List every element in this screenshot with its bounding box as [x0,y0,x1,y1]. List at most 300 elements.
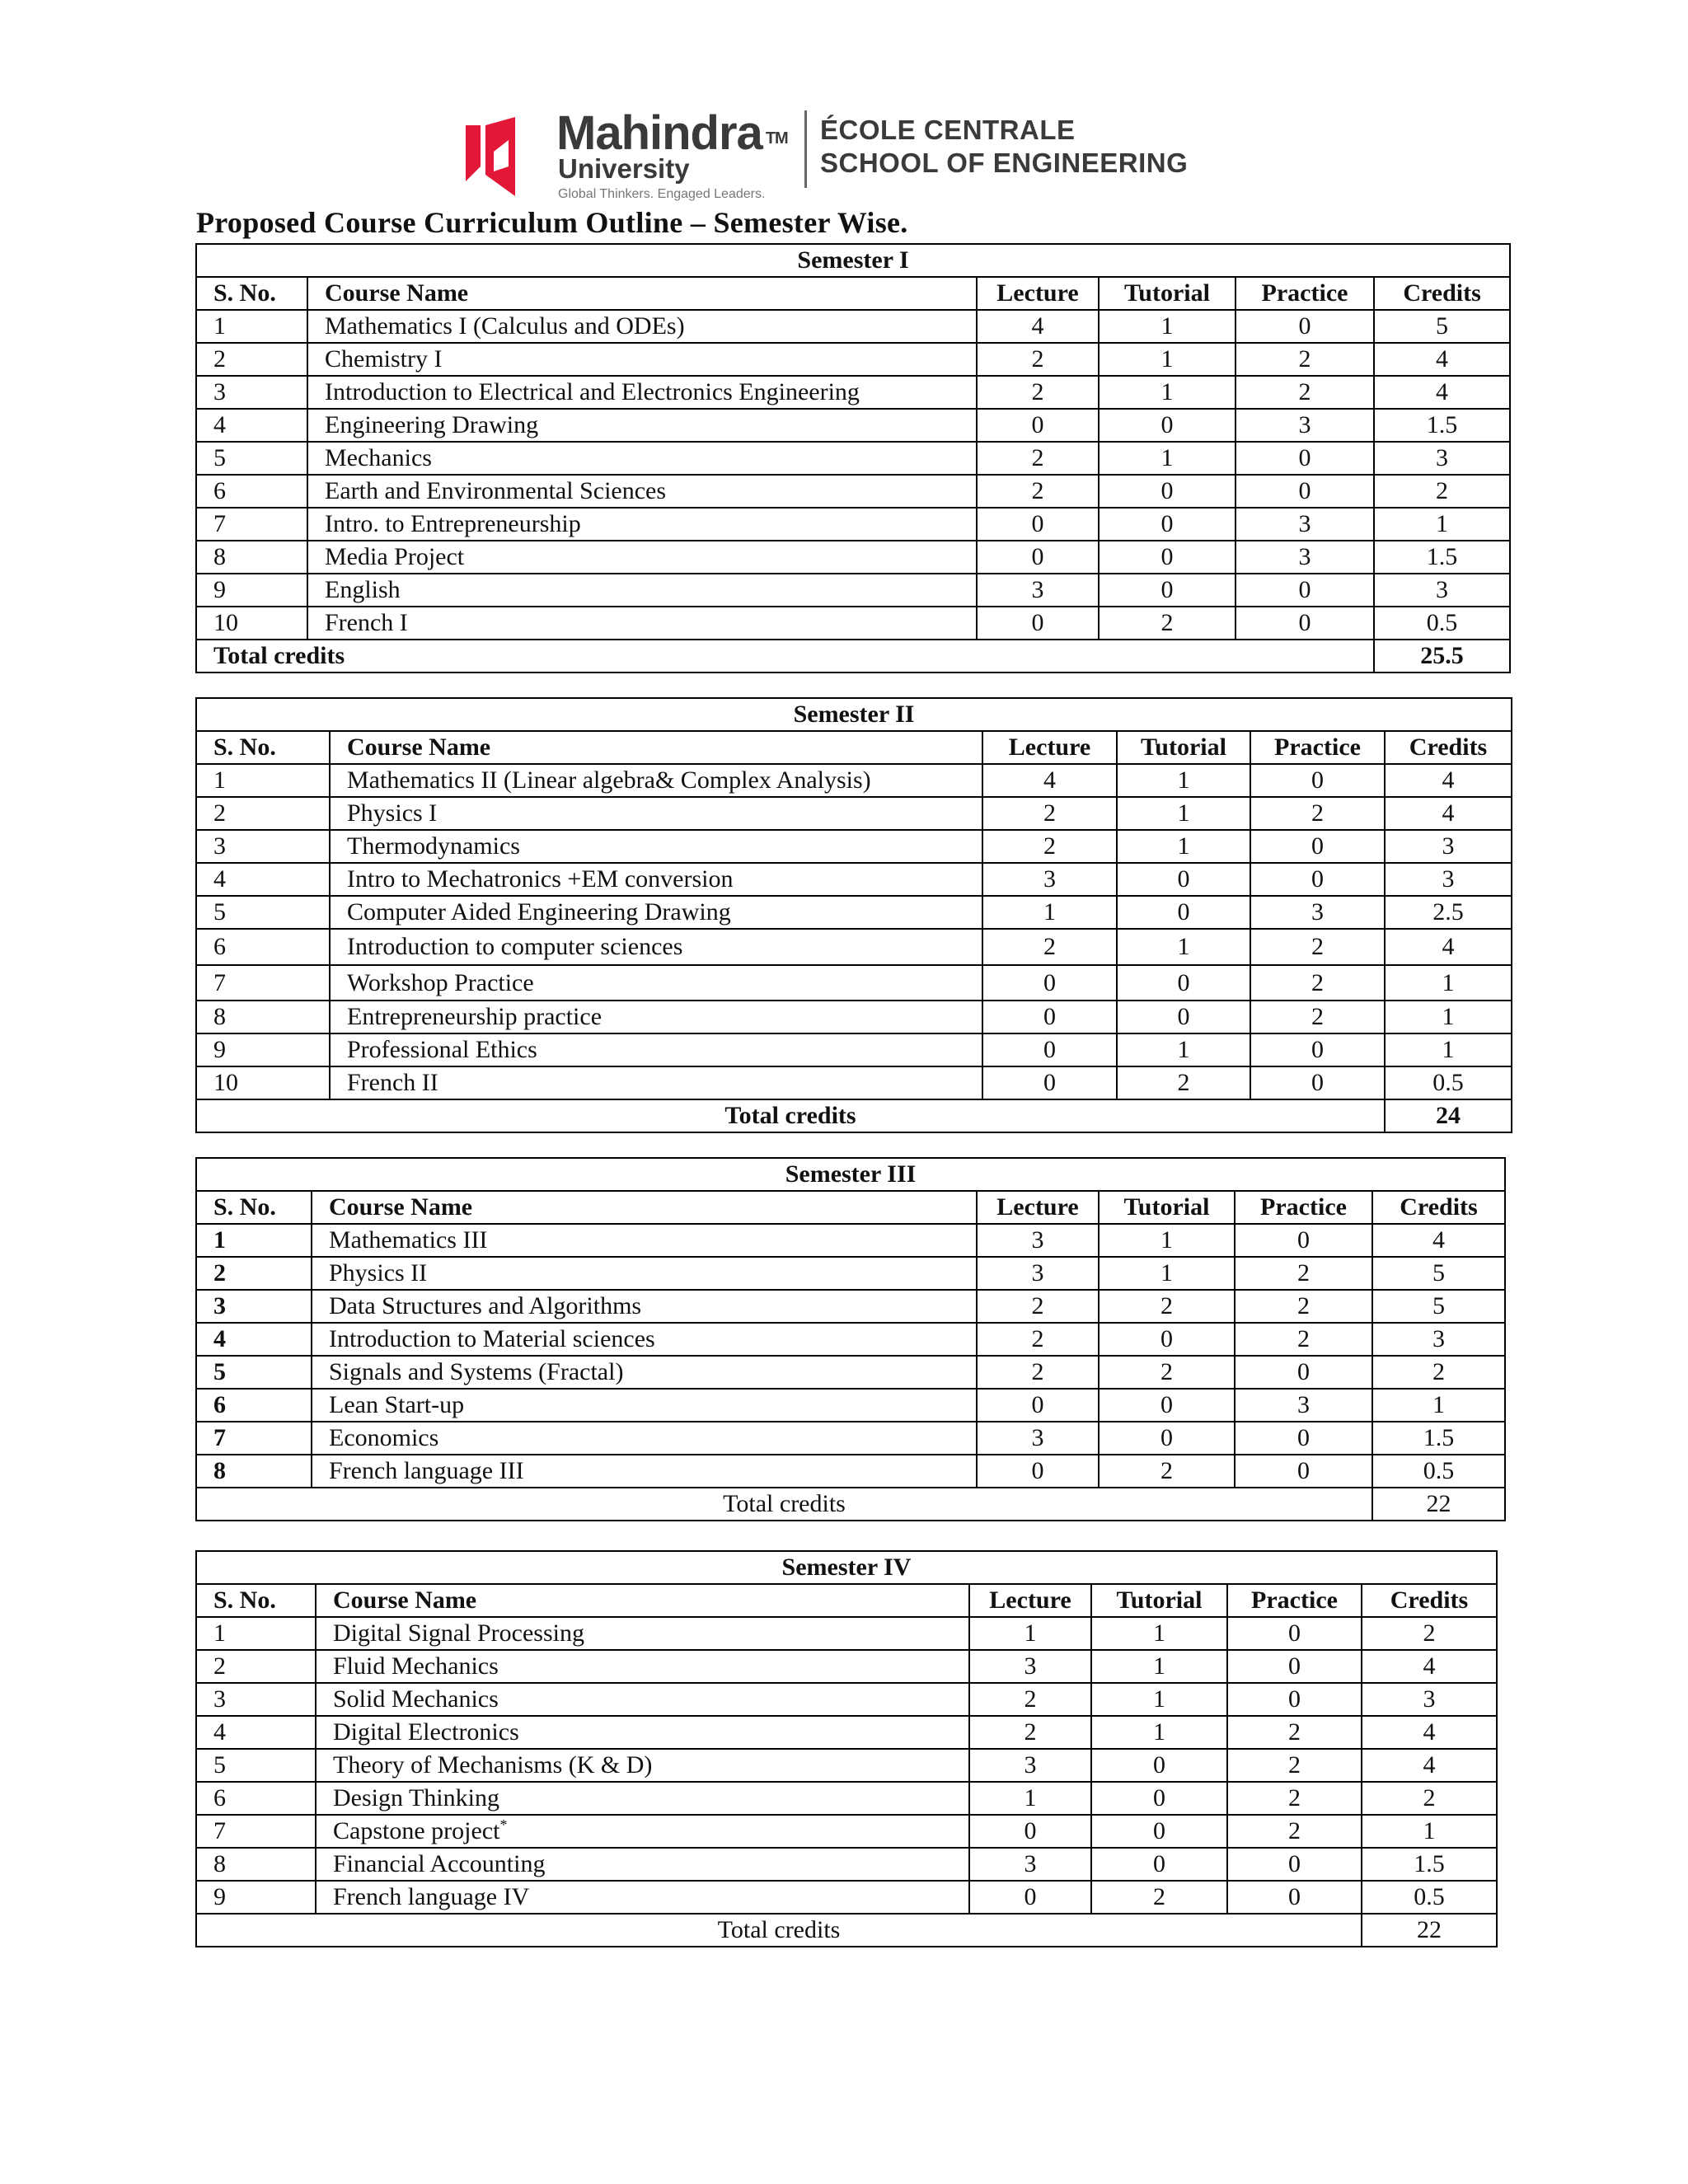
cell-credits: 2.5 [1385,896,1512,929]
cell-practice: 0 [1235,1224,1372,1257]
total-row [196,1488,1505,1521]
cell-tutorial: 0 [1117,863,1250,896]
cell-practice: 2 [1250,1001,1385,1033]
cell-practice: 2 [1227,1815,1362,1848]
table-row [196,764,1512,797]
cell-credits: 1 [1385,1033,1512,1066]
cell-practice: 0 [1235,1356,1372,1389]
cell-credits: 2 [1362,1617,1497,1650]
cell-tutorial: 1 [1091,1617,1227,1650]
table-row [196,1455,1505,1488]
cell-practice: 0 [1227,1848,1362,1881]
total-row [196,640,1510,673]
cell-credits: 1.5 [1374,409,1510,442]
cell-course-name: Media Project [307,541,977,574]
cell-credits: 0.5 [1372,1455,1505,1488]
cell-credits: 1 [1362,1815,1497,1848]
cell-sno: 8 [196,541,307,574]
table-row [196,1356,1505,1389]
cell-credits: 1 [1374,508,1510,541]
cell-lecture: 2 [977,1323,1099,1356]
table-row [196,607,1510,640]
cell-practice: 2 [1236,343,1374,376]
table-row [196,442,1510,475]
cell-sno: 1 [196,1224,312,1257]
table-row [196,1224,1505,1257]
cell-practice: 2 [1250,965,1385,1001]
table-row [196,1782,1497,1815]
cell-practice: 0 [1227,1683,1362,1716]
col-header-practice: Practice [1236,277,1374,310]
cell-tutorial: 0 [1099,541,1236,574]
cell-sno: 7 [196,1815,316,1848]
cell-tutorial: 1 [1091,1650,1227,1683]
cell-credits: 4 [1362,1650,1497,1683]
cell-course-name: Mathematics I (Calculus and ODEs) [307,310,977,343]
cell-lecture: 2 [969,1683,1091,1716]
cell-course-name: Theory of Mechanisms (K & D) [316,1749,969,1782]
cell-course-name: English [307,574,977,607]
cell-sno: 4 [196,1716,316,1749]
cell-tutorial: 2 [1099,1290,1235,1323]
cell-practice: 0 [1227,1881,1362,1914]
cell-sno: 5 [196,896,330,929]
cell-lecture: 2 [982,929,1117,965]
cell-lecture: 3 [977,1257,1099,1290]
cell-tutorial: 1 [1117,929,1250,965]
cell-sno: 5 [196,1356,312,1389]
university-logo [466,107,1207,206]
cell-practice: 2 [1236,376,1374,409]
cell-credits: 1.5 [1372,1422,1505,1455]
cell-sno: 7 [196,508,307,541]
logo-tagline: Global Thinkers. Engaged Leaders. [558,187,766,201]
cell-course-name: Computer Aided Engineering Drawing [330,896,982,929]
cell-credits: 3 [1385,830,1512,863]
cell-lecture: 4 [982,764,1117,797]
cell-credits: 3 [1372,1323,1505,1356]
cell-sno: 6 [196,1782,316,1815]
cell-sno: 9 [196,574,307,607]
cell-sno: 4 [196,863,330,896]
cell-course-name: Solid Mechanics [316,1683,969,1716]
cell-sno: 4 [196,409,307,442]
semester-title: Semester III [196,1158,1505,1191]
table-row [196,376,1510,409]
table-row [196,1815,1497,1848]
cell-credits: 4 [1372,1224,1505,1257]
cell-credits: 5 [1372,1257,1505,1290]
cell-practice: 3 [1250,896,1385,929]
cell-course-name: Introduction to computer sciences [330,929,982,965]
total-credits-value: 22 [1372,1488,1505,1521]
semester-title: Semester II [196,698,1512,731]
table-row [196,508,1510,541]
total-credits-value: 22 [1362,1914,1497,1947]
col-header-tutorial: Tutorial [1117,731,1250,764]
cell-course-name: Economics [312,1422,977,1455]
col-header-sno: S. No. [196,731,330,764]
table-row [196,343,1510,376]
table-row [196,1257,1505,1290]
total-credits-label: Total credits [196,640,1374,673]
cell-course-name: Digital Signal Processing [316,1617,969,1650]
semester-table-2 [195,697,1512,1133]
cell-credits: 0.5 [1385,1066,1512,1099]
cell-tutorial: 2 [1099,1455,1235,1488]
cell-lecture: 1 [969,1782,1091,1815]
total-credits-label: Total credits [196,1914,1362,1947]
school-name: ÉCOLE CENTRALE SCHOOL OF ENGINEERING [820,115,1189,178]
mahindra-logo-icon [466,117,523,196]
table-row [196,1066,1512,1099]
col-header-lecture: Lecture [977,1191,1099,1224]
cell-lecture: 2 [977,475,1099,508]
col-header-lecture: Lecture [977,277,1099,310]
col-header-practice: Practice [1227,1584,1362,1617]
table-row [196,1389,1505,1422]
cell-tutorial: 1 [1099,1224,1235,1257]
cell-credits: 4 [1362,1749,1497,1782]
cell-lecture: 2 [977,343,1099,376]
cell-tutorial: 1 [1117,764,1250,797]
table-row [196,929,1512,965]
table-row [196,797,1512,830]
cell-lecture: 3 [977,1224,1099,1257]
cell-tutorial: 0 [1099,574,1236,607]
cell-sno: 9 [196,1881,316,1914]
cell-practice: 0 [1236,442,1374,475]
cell-credits: 5 [1372,1290,1505,1323]
col-header-course: Course Name [316,1584,969,1617]
cell-sno: 7 [196,1422,312,1455]
col-header-course: Course Name [307,277,977,310]
cell-course-name: Introduction to Material sciences [312,1323,977,1356]
cell-course-name: Lean Start-up [312,1389,977,1422]
cell-practice: 2 [1227,1749,1362,1782]
cell-practice: 0 [1236,475,1374,508]
col-header-credits: Credits [1362,1584,1497,1617]
col-header-course: Course Name [312,1191,977,1224]
total-credits-label: Total credits [196,1488,1372,1521]
col-header-sno: S. No. [196,1191,312,1224]
cell-credits: 4 [1385,929,1512,965]
cell-tutorial: 2 [1091,1881,1227,1914]
cell-tutorial: 2 [1099,607,1236,640]
cell-practice: 0 [1227,1617,1362,1650]
cell-lecture: 0 [982,1033,1117,1066]
cell-sno: 10 [196,1066,330,1099]
cell-lecture: 3 [977,1422,1099,1455]
semester-table-3 [195,1157,1506,1521]
table-row [196,1422,1505,1455]
cell-practice: 0 [1236,310,1374,343]
cell-tutorial: 0 [1091,1782,1227,1815]
cell-course-name: Chemistry I [307,343,977,376]
cell-credits: 3 [1362,1683,1497,1716]
table-row [196,1848,1497,1881]
cell-course-name: Financial Accounting [316,1848,969,1881]
cell-credits: 2 [1372,1356,1505,1389]
col-header-practice: Practice [1235,1191,1372,1224]
cell-lecture: 2 [977,442,1099,475]
cell-practice: 3 [1236,541,1374,574]
cell-sno: 10 [196,607,307,640]
col-header-tutorial: Tutorial [1099,277,1236,310]
logo-name: Mahindra ™ [556,106,788,160]
cell-course-name: Physics I [330,797,982,830]
table-row [196,1683,1497,1716]
cell-sno: 1 [196,310,307,343]
cell-tutorial: 0 [1117,1001,1250,1033]
table-row [196,1650,1497,1683]
cell-course-name: Earth and Environmental Sciences [307,475,977,508]
cell-course-name: Mathematics III [312,1224,977,1257]
cell-practice: 0 [1250,1066,1385,1099]
cell-practice: 3 [1235,1389,1372,1422]
cell-tutorial: 1 [1099,310,1236,343]
cell-lecture: 0 [977,541,1099,574]
logo-divider [804,110,807,188]
cell-course-name: Intro to Mechatronics +EM conversion [330,863,982,896]
cell-credits: 3 [1374,442,1510,475]
table-row [196,1617,1497,1650]
cell-sno: 1 [196,764,330,797]
cell-lecture: 3 [977,574,1099,607]
cell-lecture: 2 [982,797,1117,830]
cell-tutorial: 0 [1099,475,1236,508]
cell-credits: 5 [1374,310,1510,343]
cell-lecture: 0 [977,607,1099,640]
table-row [196,1716,1497,1749]
table-row [196,1749,1497,1782]
cell-practice: 2 [1250,929,1385,965]
page-title: Proposed Course Curriculum Outline – Semester Wise. [196,206,908,239]
cell-sno: 3 [196,376,307,409]
cell-course-name: Digital Electronics [316,1716,969,1749]
total-credits-label: Total credits [196,1099,1385,1132]
cell-tutorial: 0 [1091,1749,1227,1782]
cell-credits: 1 [1372,1389,1505,1422]
cell-tutorial: 0 [1091,1815,1227,1848]
cell-practice: 0 [1250,764,1385,797]
cell-tutorial: 1 [1099,442,1236,475]
table-row [196,965,1512,1001]
cell-practice: 0 [1235,1455,1372,1488]
cell-course-name: Entrepreneurship practice [330,1001,982,1033]
cell-practice: 2 [1227,1782,1362,1815]
cell-credits: 1 [1385,965,1512,1001]
cell-lecture: 2 [977,1290,1099,1323]
cell-lecture: 0 [977,508,1099,541]
cell-tutorial: 0 [1099,1323,1235,1356]
col-header-credits: Credits [1372,1191,1505,1224]
cell-tutorial: 0 [1099,508,1236,541]
total-row [196,1914,1497,1947]
table-row [196,830,1512,863]
cell-lecture: 0 [982,965,1117,1001]
cell-practice: 2 [1235,1323,1372,1356]
cell-practice: 0 [1250,863,1385,896]
cell-lecture: 0 [977,1389,1099,1422]
cell-sno: 9 [196,1033,330,1066]
cell-credits: 0.5 [1374,607,1510,640]
cell-lecture: 3 [969,1749,1091,1782]
cell-tutorial: 1 [1099,343,1236,376]
total-credits-value: 25.5 [1374,640,1510,673]
cell-lecture: 2 [977,1356,1099,1389]
col-header-sno: S. No. [196,1584,316,1617]
cell-course-name: French I [307,607,977,640]
table-row [196,1290,1505,1323]
cell-lecture: 0 [977,409,1099,442]
cell-credits: 2 [1362,1782,1497,1815]
cell-credits: 3 [1374,574,1510,607]
cell-lecture: 0 [969,1815,1091,1848]
cell-course-name: Design Thinking [316,1782,969,1815]
table-row [196,1323,1505,1356]
cell-course-name: Data Structures and Algorithms [312,1290,977,1323]
cell-practice: 0 [1250,830,1385,863]
cell-lecture: 0 [969,1881,1091,1914]
cell-lecture: 2 [969,1716,1091,1749]
cell-credits: 4 [1374,376,1510,409]
cell-tutorial: 1 [1117,797,1250,830]
total-credits-value: 24 [1385,1099,1512,1132]
cell-practice: 3 [1236,409,1374,442]
cell-lecture: 0 [982,1001,1117,1033]
cell-course-name: Fluid Mechanics [316,1650,969,1683]
cell-tutorial: 1 [1099,376,1236,409]
cell-lecture: 0 [977,1455,1099,1488]
cell-lecture: 1 [969,1617,1091,1650]
footnote-marker: * [499,1816,508,1833]
cell-tutorial: 2 [1117,1066,1250,1099]
table-row [196,310,1510,343]
cell-credits: 1 [1385,1001,1512,1033]
cell-sno: 6 [196,929,330,965]
table-row [196,1881,1497,1914]
table-row [196,475,1510,508]
cell-sno: 3 [196,1683,316,1716]
col-header-practice: Practice [1250,731,1385,764]
cell-lecture: 1 [982,896,1117,929]
cell-credits: 1.5 [1374,541,1510,574]
cell-course-name: French II [330,1066,982,1099]
cell-tutorial: 0 [1099,1389,1235,1422]
col-header-lecture: Lecture [982,731,1117,764]
cell-tutorial: 0 [1091,1848,1227,1881]
cell-sno: 5 [196,442,307,475]
cell-tutorial: 0 [1099,1422,1235,1455]
cell-sno: 2 [196,1257,312,1290]
cell-practice: 2 [1235,1257,1372,1290]
cell-practice: 0 [1227,1650,1362,1683]
semester-title: Semester IV [196,1551,1497,1584]
cell-credits: 4 [1362,1716,1497,1749]
cell-lecture: 3 [969,1848,1091,1881]
cell-practice: 0 [1250,1033,1385,1066]
cell-practice: 2 [1227,1716,1362,1749]
cell-course-name: Mechanics [307,442,977,475]
cell-credits: 4 [1385,764,1512,797]
cell-tutorial: 2 [1099,1356,1235,1389]
cell-practice: 2 [1235,1290,1372,1323]
cell-course-name: Intro. to Entrepreneurship [307,508,977,541]
table-row [196,896,1512,929]
table-row [196,863,1512,896]
cell-course-name: Thermodynamics [330,830,982,863]
cell-tutorial: 1 [1117,1033,1250,1066]
cell-sno: 6 [196,475,307,508]
cell-credits: 4 [1374,343,1510,376]
cell-sno: 8 [196,1455,312,1488]
cell-practice: 0 [1236,607,1374,640]
cell-sno: 7 [196,965,330,1001]
cell-course-name: Engineering Drawing [307,409,977,442]
col-header-lecture: Lecture [969,1584,1091,1617]
cell-tutorial: 0 [1099,409,1236,442]
cell-course-name: Introduction to Electrical and Electronics Engineering [307,376,977,409]
cell-sno: 2 [196,797,330,830]
table-row [196,574,1510,607]
cell-course-name: French language IV [316,1881,969,1914]
cell-tutorial: 1 [1117,830,1250,863]
table-row [196,1033,1512,1066]
cell-tutorial: 0 [1117,896,1250,929]
cell-credits: 0.5 [1362,1881,1497,1914]
cell-practice: 3 [1236,508,1374,541]
col-header-tutorial: Tutorial [1099,1191,1235,1224]
cell-course-name: Professional Ethics [330,1033,982,1066]
cell-practice: 0 [1235,1422,1372,1455]
col-header-course: Course Name [330,731,982,764]
cell-tutorial: 1 [1099,1257,1235,1290]
cell-course-name: Workshop Practice [330,965,982,1001]
cell-course-name: French language III [312,1455,977,1488]
semester-table-1 [195,243,1511,673]
col-header-credits: Credits [1385,731,1512,764]
table-row [196,1001,1512,1033]
cell-tutorial: 0 [1117,965,1250,1001]
cell-sno: 4 [196,1323,312,1356]
logo-university: University [558,153,690,184]
cell-course-name: Mathematics II (Linear algebra& Complex Analysis) [330,764,982,797]
cell-credits: 3 [1385,863,1512,896]
cell-credits: 1.5 [1362,1848,1497,1881]
col-header-tutorial: Tutorial [1091,1584,1227,1617]
cell-lecture: 0 [982,1066,1117,1099]
cell-lecture: 2 [982,830,1117,863]
cell-sno: 8 [196,1848,316,1881]
col-header-credits: Credits [1374,277,1510,310]
cell-sno: 2 [196,343,307,376]
cell-practice: 0 [1236,574,1374,607]
cell-lecture: 2 [977,376,1099,409]
cell-tutorial: 1 [1091,1683,1227,1716]
cell-sno: 2 [196,1650,316,1683]
col-header-sno: S. No. [196,277,307,310]
total-row [196,1099,1512,1132]
cell-lecture: 3 [969,1650,1091,1683]
cell-tutorial: 1 [1091,1716,1227,1749]
table-row [196,541,1510,574]
cell-course-name: Signals and Systems (Fractal) [312,1356,977,1389]
cell-practice: 2 [1250,797,1385,830]
cell-course-name: Capstone project* [316,1815,969,1848]
cell-sno: 3 [196,1290,312,1323]
semester-table-4 [195,1550,1498,1947]
